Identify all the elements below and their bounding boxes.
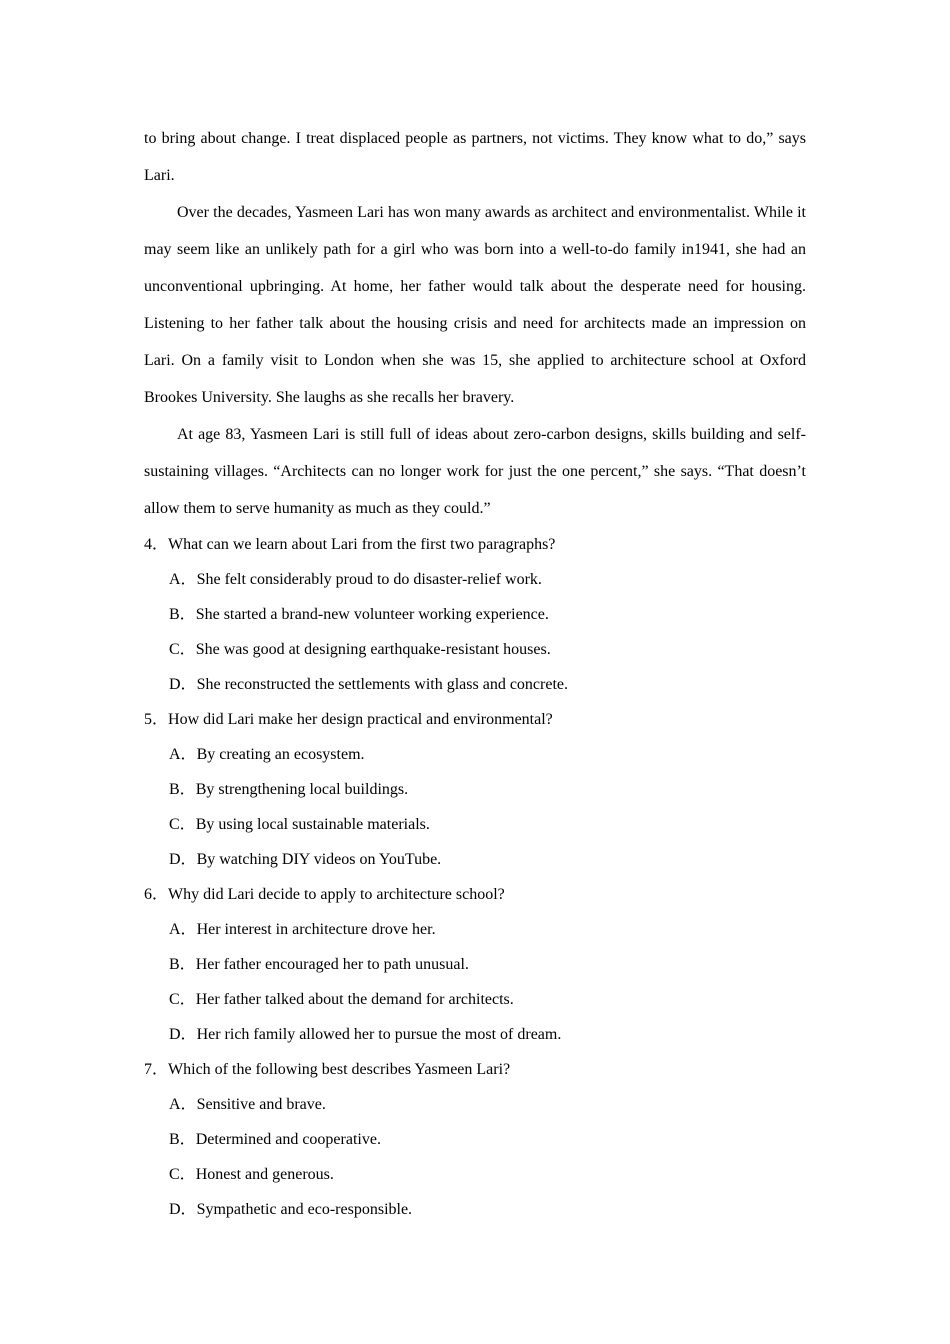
option-text: By creating an ecosystem.	[196, 746, 365, 763]
passage-paragraph-2: Over the decades, Yasmeen Lari has won many awards as architect and environmentalist. While it may seem like an unlikely path for a girl who was born into a well-to-do family in1941, she had an unconventional upbringing. At home, her father would talk about the desperate need for housing. Listening to her father talk about the housing crisis and need for architects made an impression on Lari. On a family visit to London when she was 15, she applied to architecture school at Oxford Brookes University. She laughs as she recalls her bravery.	[144, 204, 806, 406]
question-stem	[144, 877, 806, 912]
option-letter: C．	[169, 641, 196, 658]
option-text: Her interest in architecture drove her.	[196, 921, 436, 938]
option-a[interactable]	[144, 737, 806, 772]
option-letter: C．	[169, 816, 196, 833]
option-letter: A．	[169, 571, 197, 588]
option-c[interactable]	[144, 632, 806, 667]
option-letter: A．	[169, 1096, 197, 1113]
option-d[interactable]	[144, 1192, 806, 1227]
question-text: How did Lari make her design practical and environmental?	[168, 711, 553, 728]
question-stem	[144, 702, 806, 737]
option-text: By watching DIY videos on YouTube.	[196, 851, 442, 868]
question-text: Why did Lari decide to apply to architecture school?	[168, 886, 505, 903]
option-text: By using local sustainable materials.	[195, 816, 430, 833]
question-number: 7．	[144, 1061, 169, 1078]
page-content	[144, 120, 806, 1227]
option-letter: D．	[169, 1026, 197, 1043]
option-c[interactable]	[144, 1157, 806, 1192]
option-text: Honest and generous.	[195, 1166, 334, 1183]
option-letter: A．	[169, 921, 197, 938]
option-letter: B．	[169, 956, 196, 973]
passage-paragraph-1: to bring about change. I treat displaced people as partners, not victims. They know what to do,” says Lari.	[144, 130, 806, 184]
option-letter: B．	[169, 1131, 196, 1148]
option-text: She felt considerably proud to do disaster-relief work.	[196, 571, 542, 588]
option-letter: B．	[169, 781, 196, 798]
question-stem	[144, 527, 806, 562]
option-text: By strengthening local buildings.	[195, 781, 409, 798]
option-c[interactable]	[144, 807, 806, 842]
option-text: Her father talked about the demand for architects.	[195, 991, 514, 1008]
option-a[interactable]	[144, 562, 806, 597]
option-text: She was good at designing earthquake-resistant houses.	[195, 641, 551, 658]
option-b[interactable]	[144, 1122, 806, 1157]
option-letter: D．	[169, 851, 197, 868]
question-number: 6．	[144, 886, 169, 903]
option-text: Her rich family allowed her to pursue the most of dream.	[196, 1026, 562, 1043]
option-text: She reconstructed the settlements with glass and concrete.	[196, 676, 568, 693]
question-number: 5．	[144, 711, 169, 728]
option-text: Determined and cooperative.	[195, 1131, 381, 1148]
option-letter: A．	[169, 746, 197, 763]
option-b[interactable]	[144, 947, 806, 982]
question-stem	[144, 1052, 806, 1087]
option-text: She started a brand-new volunteer working experience.	[195, 606, 549, 623]
option-c[interactable]	[144, 982, 806, 1017]
question-text: What can we learn about Lari from the first two paragraphs?	[168, 536, 556, 553]
question-7	[144, 1052, 806, 1227]
option-a[interactable]	[144, 912, 806, 947]
option-text: Her father encouraged her to path unusual.	[195, 956, 469, 973]
option-letter: C．	[169, 991, 196, 1008]
question-5	[144, 702, 806, 877]
option-b[interactable]	[144, 772, 806, 807]
passage-paragraph-3: At age 83, Yasmeen Lari is still full of ideas about zero-carbon designs, skills building and self-sustaining villages. “Architects can no longer work for just the one percent,” she says. “That doesn’t allow them to serve humanity as much as they could.”	[144, 426, 806, 517]
option-d[interactable]	[144, 842, 806, 877]
option-d[interactable]	[144, 667, 806, 702]
question-text: Which of the following best describes Yasmeen Lari?	[168, 1061, 511, 1078]
option-letter: B．	[169, 606, 196, 623]
option-text: Sensitive and brave.	[196, 1096, 326, 1113]
option-d[interactable]	[144, 1017, 806, 1052]
question-6	[144, 877, 806, 1052]
question-4	[144, 527, 806, 702]
option-letter: C．	[169, 1166, 196, 1183]
option-b[interactable]	[144, 597, 806, 632]
option-text: Sympathetic and eco-responsible.	[196, 1201, 413, 1218]
option-letter: D．	[169, 676, 197, 693]
option-letter: D．	[169, 1201, 197, 1218]
option-a[interactable]	[144, 1087, 806, 1122]
question-number: 4．	[144, 536, 169, 553]
